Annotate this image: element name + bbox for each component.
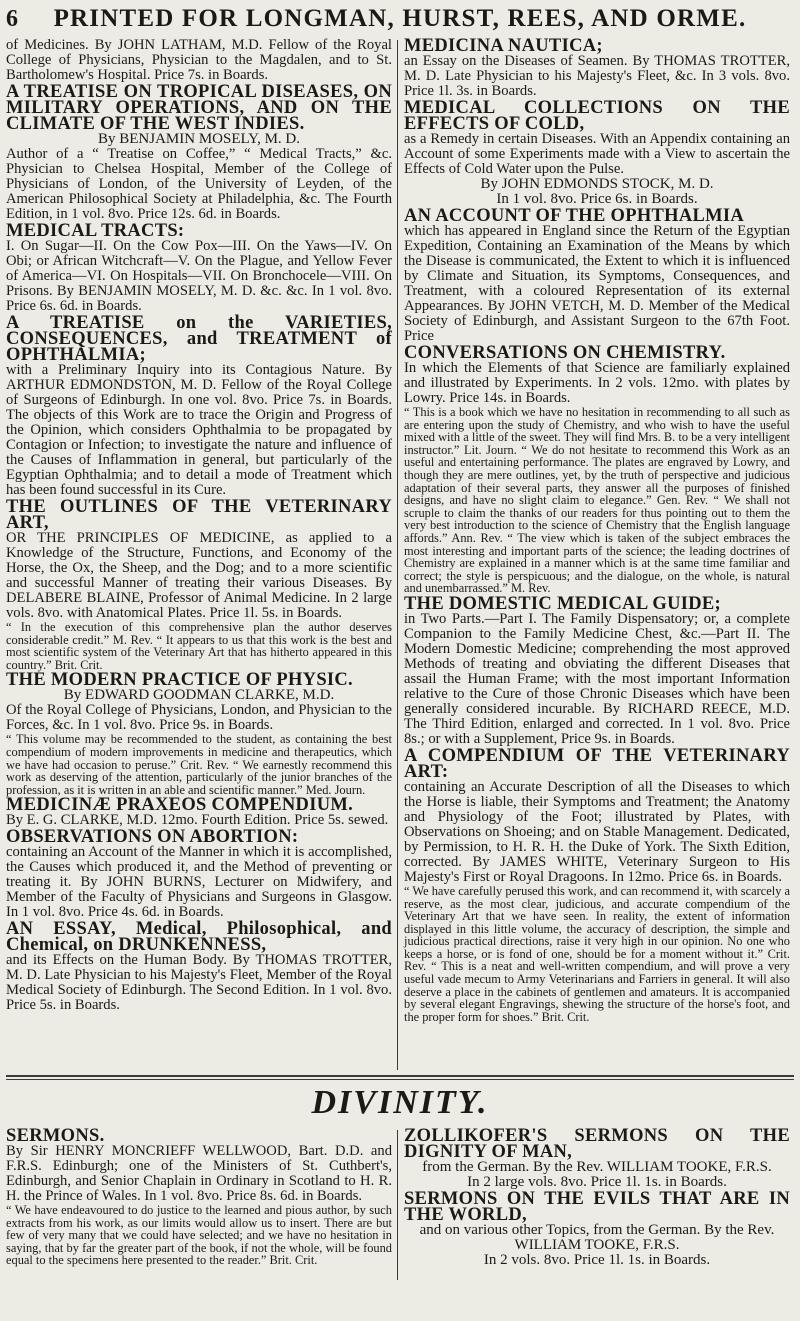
entry-price: In 2 vols. 8vo. Price 1l. 1s. in Boards. [483, 1252, 711, 1268]
catalogue-entry [404, 38, 790, 99]
catalogue-entry [6, 315, 392, 498]
entry-price: In 1 vol. 8vo. Price 6s. in Boards. [496, 191, 698, 207]
entry-title: THE OUTLINES OF THE VETERINARY ART, [6, 497, 392, 533]
entry-title: THE MODERN PRACTICE OF PHYSIC. [6, 670, 353, 691]
entry-title: THE DOMESTIC MEDICAL GUIDE; [404, 593, 721, 614]
catalogue-entry [6, 797, 392, 828]
section-heading: DIVINITY. [311, 1084, 489, 1121]
entry-title: A TREATISE on the VARIETIES, CONSEQUENCES, and TREATMENT of OPHTHALMIA; [6, 313, 392, 365]
entry-text: By Sir HENRY MONCRIEFF WELLWOOD, Bart. D.D. and F.R.S. Edinburgh; one of the Ministers of St. Cuthbert's, Edinburgh, and Senior Chaplain in Ordinary in Scotland to H. R. H. the Prince of Wales. In 1 vol. 8vo. Price 8s. 6d. in Boards. [6, 1143, 392, 1204]
entry-author: By BENJAMIN MOSELY, M. D. [98, 131, 300, 147]
entry-text: Author of a “ Treatise on Coffee,” “ Medical Tracts,” &c. Physician to Chelsea Hospital, Member of the College of Physicians of London, of the University of Leyden, of the American Philosophical Society at Philadelphia, &c. The Fourth Edition, in 1 vol. 8vo. Price 12s. 6d. in Boards. [6, 146, 392, 222]
entry-text: OR THE PRINCIPLES OF MEDICINE, as applied to a Knowledge of the Structure, Functions, and Economy of the Horse, the Ox, the Sheep, and the Dog; and to a more scientific and successful Manner of treating their various Diseases. By DELABERE BLAINE, Professor of Animal Medicine. In 2 large vols. 8vo. with Anatomical Plates. Price 1l. 5s. in Boards. [6, 530, 392, 621]
entry-title: MEDICAL COLLECTIONS ON THE EFFECTS OF COLD, [404, 98, 790, 134]
catalogue-entry [6, 84, 392, 222]
entry-text: as a Remedy in certain Diseases. With an Appendix containing an Account of some Experiments made with a View to ascertain the Effects of Cold Water upon the Pulse. [404, 131, 790, 177]
entry-title: MEDICINÆ PRAXEOS COMPENDIUM. [6, 795, 354, 816]
entry-price: In 2 large vols. 8vo. Price 1l. 1s. in Boards. [467, 1174, 727, 1190]
catalogue-entry [404, 745, 790, 1024]
entry-author: and on various other Topics, from the German. By the Rev. WILLIAM TOOKE, F.R.S. [419, 1222, 775, 1253]
entry-title: AN ACCOUNT OF THE OPHTHALMIA [404, 206, 745, 226]
entry-text: I. On Sugar—II. On the Cow Pox—III. On the Yaws—IV. On Obi; or African Witchcraft—V. On the Plague, and Yellow Fever of America—VI. On Hospitals—VII. On Bronchocele—VIII. On Prisons. By BENJAMIN MOSELY, M. D. &c. &c. In 1 vol. 8vo. Price 6s. 6d. in Boards. [6, 238, 392, 314]
catalogue-entry [6, 499, 392, 671]
entry-title: A COMPENDIUM OF THE VETERINARY ART: [404, 745, 790, 782]
right-column-divinity [404, 1128, 790, 1269]
entry-text: By E. G. CLARKE, M.D. 12mo. Fourth Edition. Price 5s. sewed. [6, 812, 389, 829]
catalogue-entry [6, 829, 392, 920]
left-column-divinity [6, 1128, 392, 1268]
entry-review: “ We have carefully perused this work, and can recommend it, with scarcely a reserve, as the most clear, judicious, and accurate compendium of the Veterinary Art that we have seen. In reality, the extent of information displayed in this little volume, the accuracy of description, the simple and judicious practical directions, raise it very high in our opinion. No one who keeps a horse, or is fond of one, should be for a moment without it.” Crit. Rev. “ This is a neat and well-written compendium, and will prove a very useful vade mecum to Army Veterinarians and Farriers in general. It will also deserve a place in the cabinets of gentlemen and amateurs. It is accompanied by several elegant Engravings, shewing the structure of the horse's foot, and the proper form for shoes.” Brit. Crit. [404, 883, 790, 1024]
entry-title: SERMONS. [6, 1126, 105, 1146]
page-header [6, 4, 794, 34]
entry-text: containing an Account of the Manner in which it is accomplished, the Causes which produced it, and the Method of preventing or treating it. By JOHN BURNS, Lecturer on Midwifery, and Member of the Faculty of Physicians and Surgeons in Glasgow. In 1 vol. 8vo. Price 4s. 6d. in Boards. [6, 844, 392, 921]
catalogue-entry [6, 38, 392, 83]
entry-author: By JOHN EDMONDS STOCK, M. D. [480, 176, 714, 192]
entry-title: MEDICAL TRACTS: [6, 221, 185, 241]
entry-text: containing an Accurate Description of all the Diseases to which the Horse is liable, their Symptoms and Treatment; the Anatomy and Physiology of the Foot; illustrated by Plates, with Observations on Shoeing; and on Stable Management. Dedicated, by Permission, to H. R. H. the Duke of York. The Sixth Edition, corrected. By JAMES WHITE, Veterinary Surgeon to His Majesty's First or Royal Dragoons. In 12mo. Price 6s. in Boards. [404, 778, 790, 885]
page-number: 6 [6, 5, 18, 32]
entry-text: in Two Parts.—Part I. The Family Dispensatory; or, a complete Companion to the Family Medicine Chest, &c.—Part II. The Modern Domestic Medicine; comprehending the most approved Methods of treating and obviating the different Diseases that assail the Human Frame; with the most important Information relative to the Cure of those Chronic Diseases which have been generally considered incurable. By RICHARD REECE, M.D. The Third Edition, enlarged and corrected. In 1 vol. 8vo. Price 8s.; or with a Supplement, Price 9s. in Boards. [404, 610, 790, 747]
left-column [6, 38, 392, 1014]
catalogue-entry [404, 1128, 790, 1190]
catalogue-entry [404, 345, 790, 595]
entry-title: ZOLLIKOFER'S SERMONS ON THE DIGNITY OF MAN, [404, 1126, 790, 1162]
entry-text: which has appeared in England since the Return of the Egyptian Expedition, Containing an Examination of the Means by which the Disease is communicated, the Extent to which it is influenced by Climate and Situation, its Symptoms, Consequences, and Treatment, with a coloured Representation of its external Appearances. By JOHN VETCH, M. D. Member of the Medical Society of Edinburgh, and Assistant Surgeon to the 67th Foot. Price [404, 223, 790, 344]
entry-text: with a Preliminary Inquiry into its Contagious Nature. By ARTHUR EDMONDSTON, M. D. Fellow of the Royal College of Surgeons of Edinburgh. In one vol. 8vo. Price 7s. in Boards. The objects of this Work are to trace the Origin and Progress of the Opinion, which considers Ophthalmia to be propagated by Contagion or Infection; to investigate the nature and influence of the Causes of Inflammation in general, but particularly of the Egyptian Ophthalmia; and to detail a mode of Treatment which has been found successful in its Cure. [6, 362, 392, 498]
column-divider [397, 40, 398, 1070]
catalogue-entry [404, 1191, 790, 1268]
section-rule [6, 1075, 794, 1077]
entry-text: and its Effects on the Human Body. By THOMAS TROTTER, M. D. Late Physician to his Majesty's Fleet, Member of the Royal Medical Society of Edinburgh. The Second Edition. In 1 vol. 8vo. Price 5s. in Boards. [6, 952, 392, 1014]
catalogue-entry [404, 593, 790, 747]
entry-review: “ In the execution of this comprehensive plan the author deserves considerable credit.” M. Rev. “ It appears to us that this work is the best and most scientific system of the Veterinary Art that has hitherto appeared in this country.” Brit. Crit. [6, 620, 392, 672]
column-divider [397, 1130, 398, 1280]
entry-author: from the German. By the Rev. WILLIAM TOOKE, F.R.S. [422, 1159, 772, 1175]
entry-title: AN ESSAY, Medical, Philosophical, and Chemical, on DRUNKENNESS, [6, 919, 392, 956]
section-rule [6, 1079, 794, 1080]
catalogue-entry [404, 100, 790, 207]
entry-author: By EDWARD GOODMAN CLARKE, M.D. [63, 687, 335, 704]
entry-title: CONVERSATIONS ON CHEMISTRY. [404, 343, 726, 363]
running-head: PRINTED FOR LONGMAN, HURST, REES, AND ORME. [53, 5, 747, 32]
entry-text: Of the Royal College of Physicians, London, and Physician to the Forces, &c. In 1 vol. 8vo. Price 9s. in Boards. [6, 702, 392, 734]
entry-review: “ We have endeavoured to do justice to the learned and pious author, by such extracts from his work, as our limits would allow us to insert. There are but few of very many that we could have selected; and we have no hesitation in saying, that by far the greater part of the book, if not the whole, will be found equal to the specimens here presented to the reader.” Brit. Crit. [6, 1203, 392, 1268]
catalogue-entry [6, 223, 392, 314]
entry-title: OBSERVATIONS ON ABORTION: [6, 827, 299, 848]
entry-text: In which the Elements of that Science are familiarly explained and illustrated by Experiments. In 2 vols. 12mo. with plates by Lowry. Price 14s. in Boards. [404, 360, 790, 406]
entry-text: an Essay on the Diseases of Seamen. By THOMAS TROTTER, M. D. Late Physician to his Majesty's Fleet, &c. In 3 vols. 8vo. Price 1l. 3s. in Boards. [404, 53, 790, 99]
right-column [404, 38, 790, 1024]
entry-text: of Medicines. By JOHN LATHAM, M.D. Fellow of the Royal College of Physicians, Physician to the Magdalen, and to St. Bartholomew's Hospital. Price 7s. in Boards. [6, 37, 392, 83]
catalogue-entry [6, 921, 392, 1013]
entry-title: MEDICINA NAUTICA; [404, 36, 603, 56]
entry-review: “ This is a book which we have no hesitation in recommending to all such as are entering upon the study of Chemistry, and who wish to have the useful mixed with a little of the sweet. They will find Mrs. B. to be a very intelligent instructor.” Lit. Journ. “ We do not hesitate to recommend this Work as an useful and entertaining performance. The plates are engraved by Lowry, and though they are mere outlines, yet, by the truth of perspective and judicious adaptation of their several parts, they answer all the purposes of finished designs, and have no slight claim to elegance.” Gen. Rev. “ We shall not scruple to claim the thanks of our readers for thus pointing out to them the very best introduction to the science of Chemistry that the English language affords.” Ann. Rev. “ The view which is taken of the subject embraces the most interesting and important parts of the science; the leading doctrines of Chemistry are explained in a manner which is at the same time familiar and correct; the style is perspicuous; and the dialogue, on the whole, is natural and unembarrassed.” M. Rev. [404, 405, 790, 596]
catalogue-entry [6, 672, 392, 796]
entry-title: A TREATISE ON TROPICAL DISEASES, ON MILITARY OPERATIONS, AND ON THE CLIMATE OF THE WEST INDIES. [6, 82, 392, 134]
entry-title: SERMONS ON THE EVILS THAT ARE IN THE WORLD, [404, 1189, 790, 1225]
catalogue-entry [404, 208, 790, 344]
catalogue-entry [6, 1128, 392, 1267]
entry-review: “ This volume may be recommended to the student, as containing the best compendium of modern improvements in medicine and therapeutics, which we have had occasion to peruse.” Crit. Rev. “ We earnestly recommend this work as deserving of the attention, particularly of the junior branches of the profession, as it is written in an able and scientific manner.” Med. Journ. [6, 732, 392, 797]
